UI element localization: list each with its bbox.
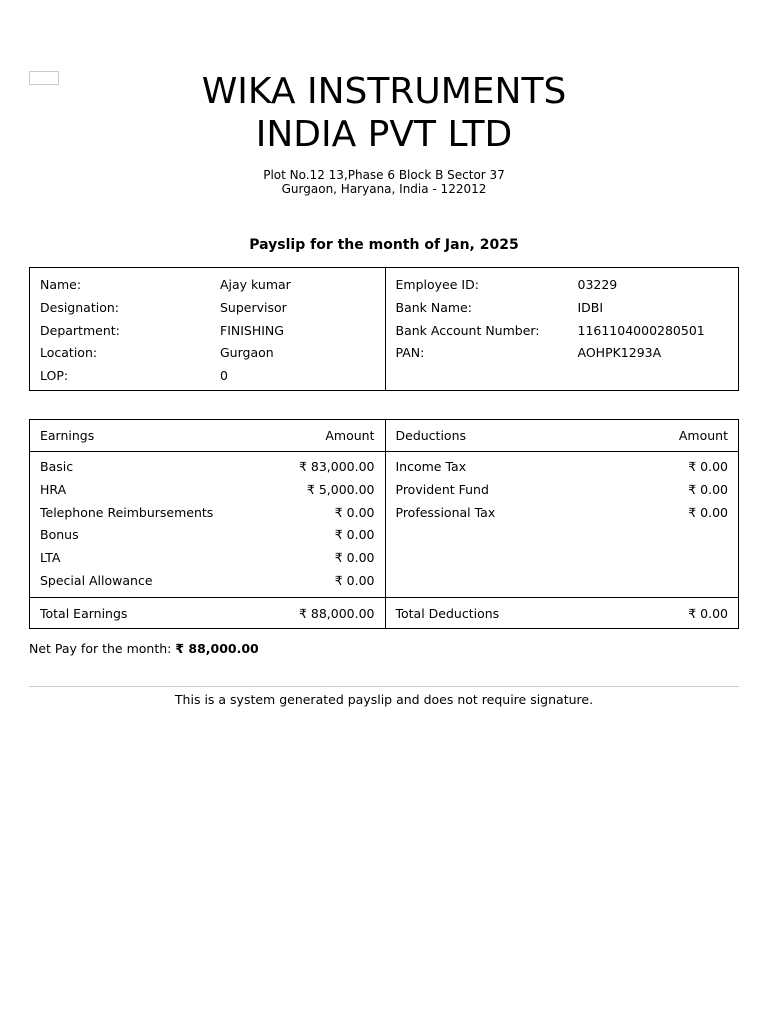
net-pay bbox=[29, 641, 259, 657]
earning-row bbox=[40, 570, 375, 593]
earnings-header: Earnings bbox=[40, 428, 95, 443]
deduction-row bbox=[396, 502, 729, 525]
deduction-amount: ₹ 0.00 bbox=[688, 459, 728, 474]
department-value: FINISHING bbox=[220, 322, 284, 338]
total-earnings-amount: ₹ 88,000.00 bbox=[298, 605, 375, 621]
employee-detail-row bbox=[40, 320, 375, 343]
earning-amount: ₹ 83,000.00 bbox=[298, 459, 375, 474]
earning-amount: ₹ 0.00 bbox=[334, 527, 375, 543]
deduction-row bbox=[396, 479, 729, 502]
earning-row bbox=[40, 502, 375, 525]
employee-detail-row bbox=[40, 274, 375, 297]
deduction-label: Income Tax bbox=[395, 459, 467, 474]
lop-value: 0 bbox=[220, 368, 228, 384]
earning-amount: ₹ 0.00 bbox=[334, 572, 375, 588]
earnings-list bbox=[30, 452, 385, 597]
earning-row bbox=[40, 456, 375, 479]
earning-amount: ₹ 5,000.00 bbox=[306, 481, 375, 497]
employee-detail-label: Bank Account Number: bbox=[395, 322, 540, 338]
earning-label: Basic bbox=[40, 459, 74, 474]
employee-detail-label: Bank Name: bbox=[395, 299, 472, 315]
deductions-header: Deductions bbox=[395, 428, 467, 443]
net-pay-label: Net Pay for the month: bbox=[29, 641, 176, 656]
deductions-amount-header: Amount bbox=[678, 428, 728, 443]
employee-detail-row bbox=[396, 274, 729, 297]
earnings-deductions-table bbox=[29, 419, 739, 629]
employee-name-value: Ajay kumar bbox=[220, 277, 291, 292]
employee-details-table bbox=[29, 267, 739, 391]
earning-amount: ₹ 0.00 bbox=[334, 550, 375, 566]
earning-label: Special Allowance bbox=[40, 572, 153, 588]
company-address bbox=[0, 168, 768, 196]
employee-detail-label: Location: bbox=[40, 345, 98, 361]
table-body bbox=[30, 452, 738, 597]
employee-detail-label: Department: bbox=[40, 322, 120, 338]
employee-detail-label: Designation: bbox=[40, 299, 119, 315]
employee-details-left bbox=[30, 268, 385, 390]
employee-detail-label: LOP: bbox=[40, 368, 69, 384]
employee-detail-row bbox=[396, 320, 729, 343]
company-name-line2: INDIA PVT LTD bbox=[255, 114, 513, 155]
employee-detail-row bbox=[40, 365, 375, 388]
payslip-title: Payslip for the month of Jan, 2025 bbox=[249, 237, 519, 253]
footer-note: This is a system generated payslip and does not require signature. bbox=[174, 692, 594, 707]
earnings-amount-header: Amount bbox=[325, 428, 375, 443]
table-header bbox=[30, 420, 738, 452]
employee-detail-label: Employee ID: bbox=[395, 277, 479, 292]
total-deductions-amount: ₹ 0.00 bbox=[688, 605, 728, 621]
address-line2: Gurgaon, Haryana, India - 122012 bbox=[281, 182, 487, 196]
earning-label: LTA bbox=[40, 550, 61, 566]
deduction-label: Provident Fund bbox=[395, 481, 489, 497]
deduction-row bbox=[396, 456, 729, 479]
total-earnings-label: Total Earnings bbox=[40, 605, 128, 621]
pan-value: AOHPK1293A bbox=[577, 345, 662, 361]
net-pay-amount: ₹ 88,000.00 bbox=[175, 641, 259, 656]
footer-divider bbox=[29, 686, 739, 687]
designation-value: Supervisor bbox=[220, 299, 287, 315]
company-name bbox=[0, 70, 768, 156]
employee-detail-row bbox=[40, 297, 375, 320]
company-name-line1: WIKA INSTRUMENTS bbox=[201, 71, 567, 112]
earning-amount: ₹ 0.00 bbox=[334, 504, 375, 520]
deduction-amount: ₹ 0.00 bbox=[688, 504, 728, 520]
table-footer bbox=[30, 597, 738, 628]
earning-label: Telephone Reimbursements bbox=[40, 504, 214, 520]
earning-row bbox=[40, 547, 375, 570]
employee-detail-row bbox=[396, 342, 729, 365]
address-line1: Plot No.12 13,Phase 6 Block B Sector 37 bbox=[263, 168, 505, 182]
earning-label: Bonus bbox=[40, 527, 79, 543]
employee-details-right bbox=[385, 268, 739, 390]
employee-detail-row bbox=[396, 297, 729, 320]
bank-name-value: IDBI bbox=[577, 299, 604, 315]
employee-detail-row bbox=[40, 342, 375, 365]
employee-detail-label: Name: bbox=[40, 277, 82, 292]
employee-id-value: 03229 bbox=[577, 277, 618, 292]
earning-label: HRA bbox=[40, 481, 67, 497]
location-value: Gurgaon bbox=[220, 345, 274, 361]
deduction-amount: ₹ 0.00 bbox=[688, 481, 728, 497]
earning-row bbox=[40, 524, 375, 547]
deduction-label: Professional Tax bbox=[395, 504, 496, 520]
bank-account-value: 1161104000280501 bbox=[577, 322, 705, 338]
total-deductions-label: Total Deductions bbox=[395, 605, 500, 621]
deductions-list bbox=[385, 452, 739, 597]
earning-row bbox=[40, 479, 375, 502]
employee-detail-label: PAN: bbox=[395, 345, 425, 361]
